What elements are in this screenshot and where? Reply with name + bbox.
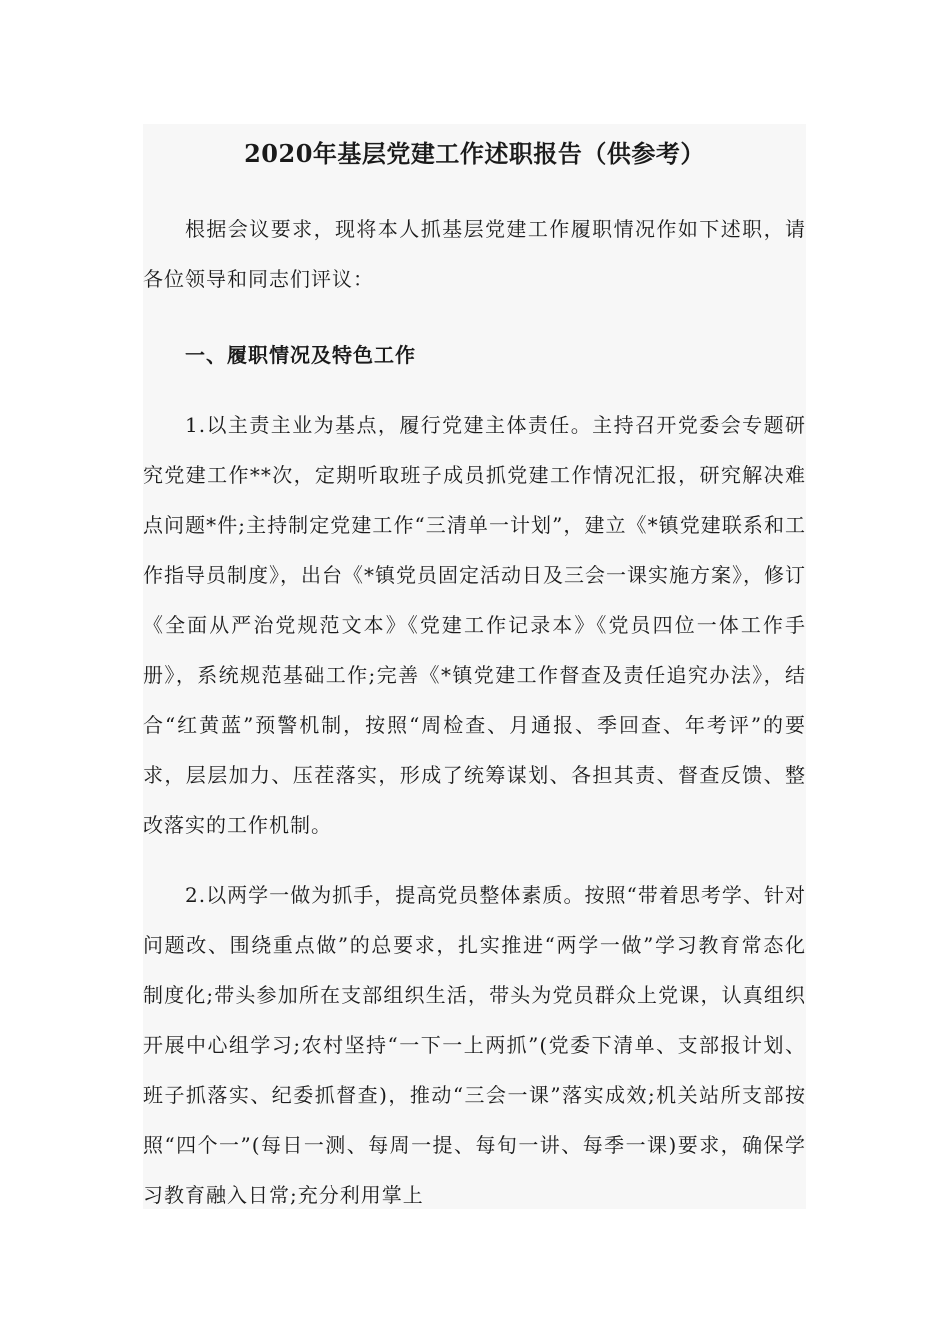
intro-paragraph: 根据会议要求，现将本人抓基层党建工作履职情况作如下述职，请各位领导和同志们评议： (143, 217, 806, 291)
paragraph-2: 2.以两学一做为抓手，提高党员整体素质。按照“带着思考学、针对问题改、围绕重点做”的总要求，扎实推进“两学一做”学习教育常态化制度化;带头参加所在支部组织生活，带头为党员群众上党课，认真组织开展中心组学习;农村坚持“一下一上两抓”(党委下清单、支部报计划、班子抓落实、纪委抓督查)，推动“三会一课”落实成效;机关站所支部按照“四个一”(每日一测、每周一提、每旬一讲、每季一课)要求，确保学习教育融入日常;充分利用掌上 (143, 883, 806, 1207)
document-title: 2020年基层党建工作述职报告（供参考） (244, 139, 705, 168)
section-heading: 一、履职情况及特色工作 (185, 343, 416, 367)
document-page (143, 124, 806, 1209)
paragraph-1: 1.以主责主业为基点，履行党建主体责任。主持召开党委会专题研究党建工作**次，定期听取班子成员抓党建工作情况汇报，研究解决难点问题*件;主持制定党建工作“三清单一计划”，建立《*镇党建联系和工作指导员制度》，出台《*镇党员固定活动日及三会一课实施方案》，修订《全面从严治党规范文本》《党建工作记录本》《党员四位一体工作手册》，系统规范基础工作;完善《*镇党建工作督查及责任追究办法》，结合“红黄蓝”预警机制，按照“周检查、月通报、季回查、年考评”的要求，层层加力、压茬落实，形成了统筹谋划、各担其责、督查反馈、整改落实的工作机制。 (143, 413, 806, 837)
